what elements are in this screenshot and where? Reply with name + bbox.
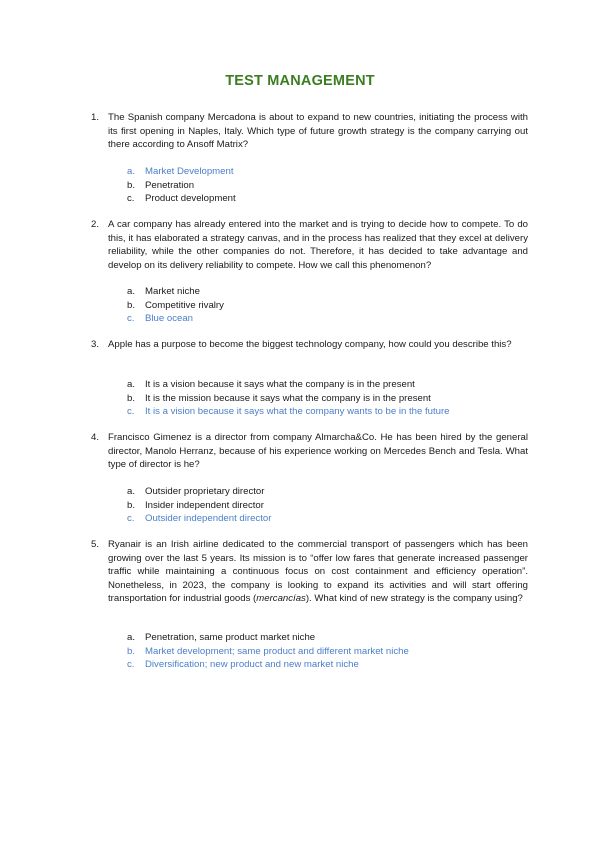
option-text: Market niche — [145, 286, 200, 297]
question-number: 3. — [91, 339, 100, 350]
question-5 — [91, 538, 528, 606]
option-text: Market development; same product and different market niche — [145, 645, 409, 657]
question-2-options — [127, 285, 224, 326]
question-1-options — [127, 165, 236, 206]
option-letter: c. — [127, 659, 135, 670]
question-3 — [91, 338, 528, 352]
question-text: A car company has already entered into the market and is trying to decide how to compete. To do this, it has elaborated a strategy canvas, and in the process has realized that they excel at delivery reliability, while the other companies do not. Therefore, it has decided to take advantage and develop on its delivery reliability to compete. How we call this phenomenon? — [108, 219, 528, 271]
question-4 — [91, 431, 528, 472]
question-text — [108, 538, 528, 606]
question-text: The Spanish company Mercadona is about to expand to new countries, initiating the process with its first opening in Naples, Italy. Which type of future growth strategy is the company carrying out there according to Ansoff Matrix? — [108, 112, 528, 150]
option-b — [127, 645, 409, 659]
option-b — [127, 299, 224, 313]
option-c — [127, 658, 409, 672]
option-text: Outsider proprietary director — [145, 486, 265, 497]
option-letter: a. — [127, 286, 136, 297]
option-text: It is the mission because it says what the company is in the present — [145, 392, 431, 404]
option-a — [127, 485, 271, 499]
option-c — [127, 512, 271, 526]
option-letter: b. — [127, 645, 136, 657]
question-number: 4. — [91, 432, 100, 443]
option-b — [127, 179, 236, 193]
option-letter: a. — [127, 632, 136, 643]
question-3-options — [127, 378, 450, 419]
option-c — [127, 405, 450, 419]
option-letter: c. — [127, 513, 135, 524]
option-a — [127, 165, 236, 179]
question-4-options — [127, 485, 271, 526]
option-text: Insider independent director — [145, 499, 264, 511]
option-c — [127, 192, 236, 206]
option-letter: a. — [127, 486, 136, 497]
question-number: 1. — [91, 112, 100, 123]
option-letter: b. — [127, 392, 136, 404]
option-letter: b. — [127, 179, 136, 191]
option-text: Blue ocean — [145, 313, 194, 324]
question-1 — [91, 111, 528, 152]
question-text-part: Ryanair is an Irish airline dedicated to the commercial transport of passengers which has been growing over the last 5 years. Its mission is to “offer low fares that generate increased passenger traffic while maintaining a continuous focus on cost containment and efficiency operation”. Nonetheless, in 2023, the company is looking to expand its activities and will start offering transportation for industrial goods ( — [108, 539, 528, 604]
option-letter: c. — [127, 313, 135, 324]
option-text: Diversification; new product and new market niche — [145, 659, 359, 670]
option-letter: a. — [127, 379, 136, 390]
option-text: Penetration — [145, 179, 195, 191]
option-a — [127, 285, 224, 299]
question-text: Apple has a purpose to become the biggest technology company, how could you describe this? — [108, 339, 512, 350]
italic-term: mercancías — [256, 593, 306, 604]
option-text: It is a vision because it says what the company wants to be in the future — [145, 406, 450, 417]
question-text-part: ). What kind of new strategy is the company using? — [305, 593, 523, 604]
option-text: Competitive rivalry — [145, 299, 224, 311]
option-b — [127, 392, 450, 406]
option-text: Product development — [145, 193, 236, 204]
option-text: Outsider independent director — [145, 513, 272, 524]
option-text: It is a vision because it says what the company is in the present — [145, 379, 415, 390]
option-text: Penetration, same product market niche — [145, 632, 316, 643]
option-letter: b. — [127, 299, 136, 311]
page-title: TEST MANAGEMENT — [225, 73, 375, 89]
option-c — [127, 312, 224, 326]
option-b — [127, 499, 271, 513]
option-a — [127, 378, 450, 392]
question-2 — [91, 218, 528, 272]
option-letter: a. — [127, 166, 136, 177]
question-number: 2. — [91, 219, 100, 230]
option-letter: c. — [127, 406, 135, 417]
option-letter: b. — [127, 499, 136, 511]
question-text: Francisco Gimenez is a director from company Almarcha&Co. He has been hired by the general director, Manolo Herranz, because of his experience working on Mercedes Bench and Tesla. What type of director is he? — [108, 432, 528, 470]
question-number: 5. — [91, 539, 100, 550]
option-text: Market Development — [145, 166, 234, 177]
question-5-options — [127, 631, 409, 672]
option-letter: c. — [127, 193, 135, 204]
option-a — [127, 631, 409, 645]
